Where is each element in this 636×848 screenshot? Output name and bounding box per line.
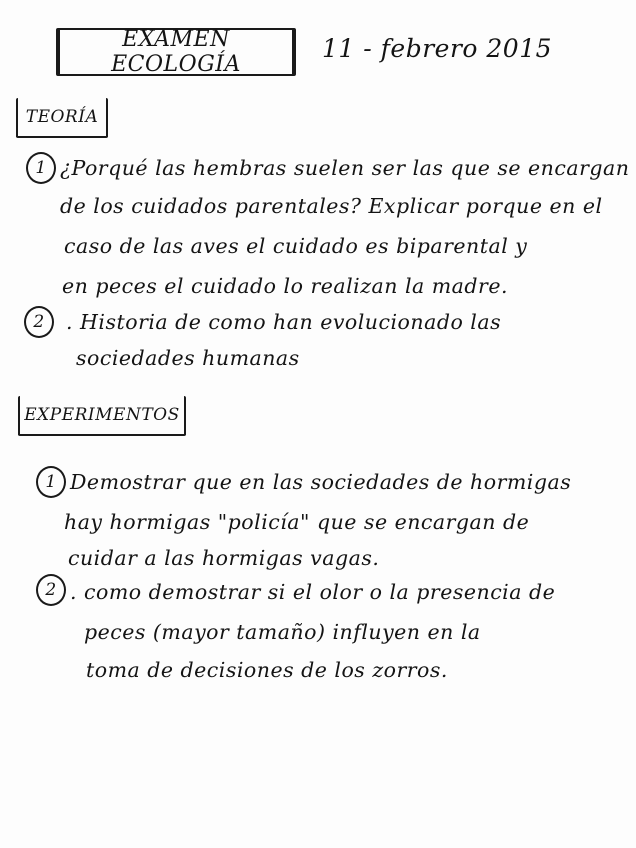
question-line: caso de las aves el cuidado es biparental y — [64, 234, 528, 258]
experiment-line: peces (mayor tamaño) influyen en la — [84, 620, 481, 644]
experiment-line: . como demostrar si el olor o la presencia de — [70, 580, 556, 604]
exam-title-box — [56, 28, 296, 76]
experiment-number: 2 — [36, 574, 66, 606]
section-heading-experimentos: EXPERIMENTOS — [24, 405, 180, 425]
experiment-line: hay hormigas "policía" que se encargan de — [64, 510, 530, 534]
question-number: 2 — [24, 306, 54, 338]
question-number: 1 — [26, 152, 56, 184]
exam-title: EXAMEN ECOLOGÍA — [111, 27, 241, 77]
experiment-line: cuidar a las hormigas vagas. — [68, 546, 380, 570]
exam-date: 11 - febrero 2015 — [322, 34, 553, 63]
experiment-line: Demostrar que en las sociedades de hormigas — [70, 470, 572, 494]
section-heading-experimentos-box — [18, 396, 186, 436]
experiment-number: 1 — [36, 466, 66, 498]
section-heading-teoria: TEORÍA — [25, 107, 99, 127]
question-line: en peces el cuidado lo realizan la madre. — [62, 274, 508, 298]
question-line: . Historia de como han evolucionado las — [66, 310, 502, 334]
question-line: sociedades humanas — [76, 346, 300, 370]
experiment-line: toma de decisiones de los zorros. — [86, 658, 448, 682]
section-heading-teoria-box — [16, 98, 108, 138]
question-line: de los cuidados parentales? Explicar porque en el — [60, 194, 603, 218]
question-line: ¿Porqué las hembras suelen ser las que se encargan — [60, 156, 630, 180]
